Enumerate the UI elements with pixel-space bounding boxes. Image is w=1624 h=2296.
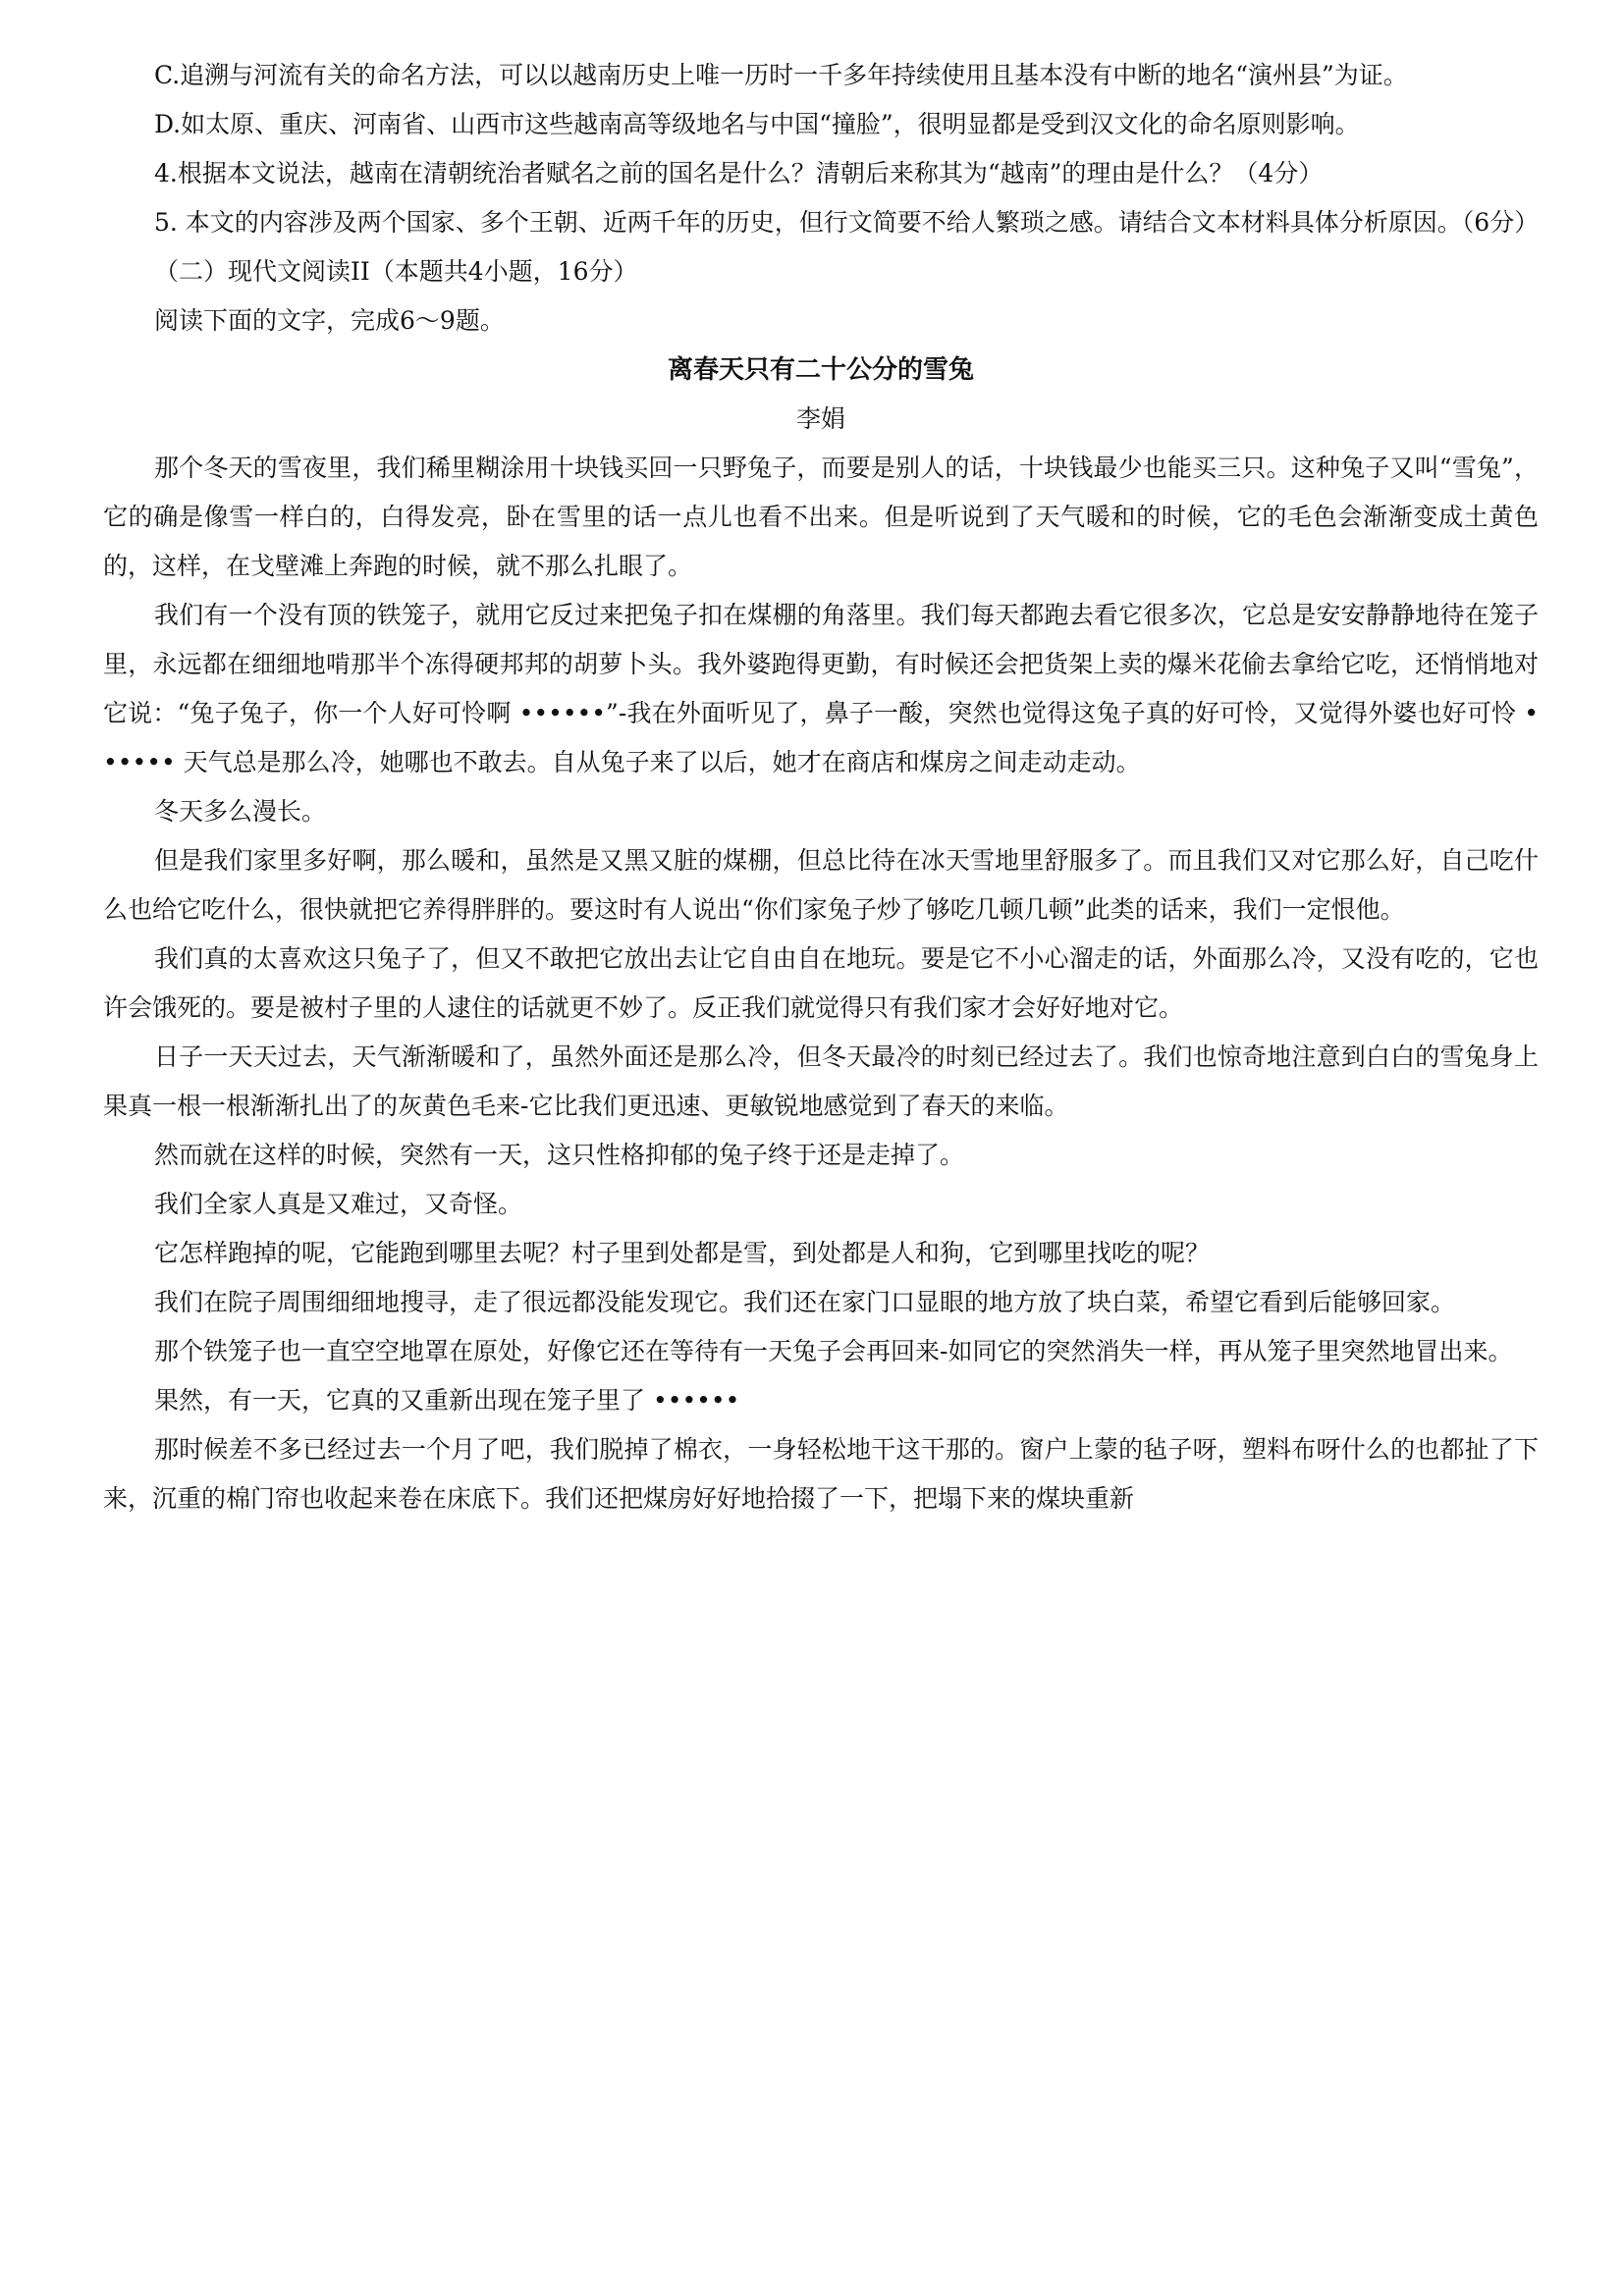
section-heading: （二）现代文阅读II（本题共4小题，16分）	[154, 257, 638, 286]
article-paragraph: 我们有一个没有顶的铁笼子，就用它反过来把兔子扣在煤棚的角落里。我们每天都跑去看它很多次，它总是安安静静地待在笼子里，永远都在细细地啃那半个冻得硬邦邦的胡萝卜头。我外婆跑得更勤，有时候还会把货架上卖的爆米花偷去拿给它吃，还悄悄地对它说：“兔子兔子，你一个人好可怜啊 ••••••”-我在外面听见了，鼻子一酸，突然也觉得这兔子真的好可怜，又觉得外婆也好可怜 •••••• 天气总是那么冷，她哪也不敢去。自从兔子来了以后，她才在商店和煤房之间走动走动。	[103, 601, 1539, 776]
question-4: 4.根据本文说法，越南在清朝统治者赋名之前的国名是什么？清朝后来称其为“越南”的理由是什么？（4分）	[154, 159, 1324, 187]
section-instruction: 阅读下面的文字，完成6～9题。	[154, 306, 505, 335]
article-paragraph: 我们全家人真是又难过，又奇怪。	[154, 1190, 523, 1218]
article-paragraph: 它怎样跑掉的呢，它能跑到哪里去呢？村子里到处都是雪，到处都是人和狗，它到哪里找吃的呢？	[154, 1239, 1211, 1267]
article-paragraph: 那个铁笼子也一直空空地罩在原处，好像它还在等待有一天兔子会再回来-如同它的突然消失一样，再从笼子里突然地冒出来。	[154, 1337, 1513, 1365]
article-title: 离春天只有二十公分的雪兔	[667, 355, 974, 385]
article-paragraph: 冬天多么漫长。	[154, 797, 327, 826]
document-page	[103, 51, 1539, 1523]
article-paragraph: 那时候差不多已经过去一个月了吧，我们脱掉了棉衣，一身轻松地干这干那的。窗户上蒙的毡子呀，塑料布呀什么的也都扯了下来，沉重的棉门帘也收起来卷在床底下。我们还把煤房好好地拾掇了一下，把塌下来的煤块重新	[103, 1435, 1539, 1513]
article-paragraph: 但是我们家里多好啊，那么暖和，虽然是又黑又脏的煤棚，但总比待在冰天雪地里舒服多了。而且我们又对它那么好，自己吃什么也给它吃什么，很快就把它养得胖胖的。要这时有人说出“你们家兔子炒了够吃几顿几顿”此类的话来，我们一定恨他。	[103, 846, 1539, 924]
article-paragraph: 果然，有一天，它真的又重新出现在笼子里了 ••••••	[154, 1386, 740, 1415]
article-paragraph: 我们真的太喜欢这只兔子了，但又不敢把它放出去让它自由自在地玩。要是它不小心溜走的话，外面那么冷，又没有吃的，它也许会饿死的。要是被村子里的人逮住的话就更不妙了。反正我们就觉得只有我们家才会好好地对它。	[103, 944, 1539, 1022]
article-paragraph: 然而就在这样的时候，突然有一天，这只性格抑郁的兔子终于还是走掉了。	[154, 1141, 965, 1169]
question-5: 5. 本文的内容涉及两个国家、多个王朝、近两千年的历史，但行文简要不给人繁琐之感。请结合文本材料具体分析原因。（6分）	[154, 208, 1540, 237]
article-paragraph: 我们在院子周围细细地搜寻，走了很远都没能发现它。我们还在家门口显眼的地方放了块白菜，希望它看到后能够回家。	[154, 1288, 1456, 1316]
question-3-option-c: C.追溯与河流有关的命名方法，可以以越南历史上唯一历时一千多年持续使用且基本没有中断的地名“演州县”为证。	[154, 61, 1408, 89]
article-paragraph: 日子一天天过去，天气渐渐暖和了，虽然外面还是那么冷，但冬天最冷的时刻已经过去了。我们也惊奇地注意到白白的雪兔身上果真一根一根渐渐扎出了的灰黄色毛来-它比我们更迅速、更敏锐地感觉到了春天的来临。	[103, 1042, 1539, 1120]
question-3-option-d: D.如太原、重庆、河南省、山西市这些越南高等级地名与中国“撞脸”，很明显都是受到汉文化的命名原则影响。	[154, 110, 1360, 138]
article-paragraph: 那个冬天的雪夜里，我们稀里糊涂用十块钱买回一只野兔子，而要是别人的话，十块钱最少也能买三只。这种兔子又叫“雪兔”，它的确是像雪一样白的，白得发亮，卧在雪里的话一点儿也看不出来。但是听说到了天气暖和的时候，它的毛色会渐渐变成土黄色的，这样，在戈壁滩上奔跑的时候，就不那么扎眼了。	[103, 454, 1539, 580]
article-author: 李娟	[795, 404, 845, 433]
